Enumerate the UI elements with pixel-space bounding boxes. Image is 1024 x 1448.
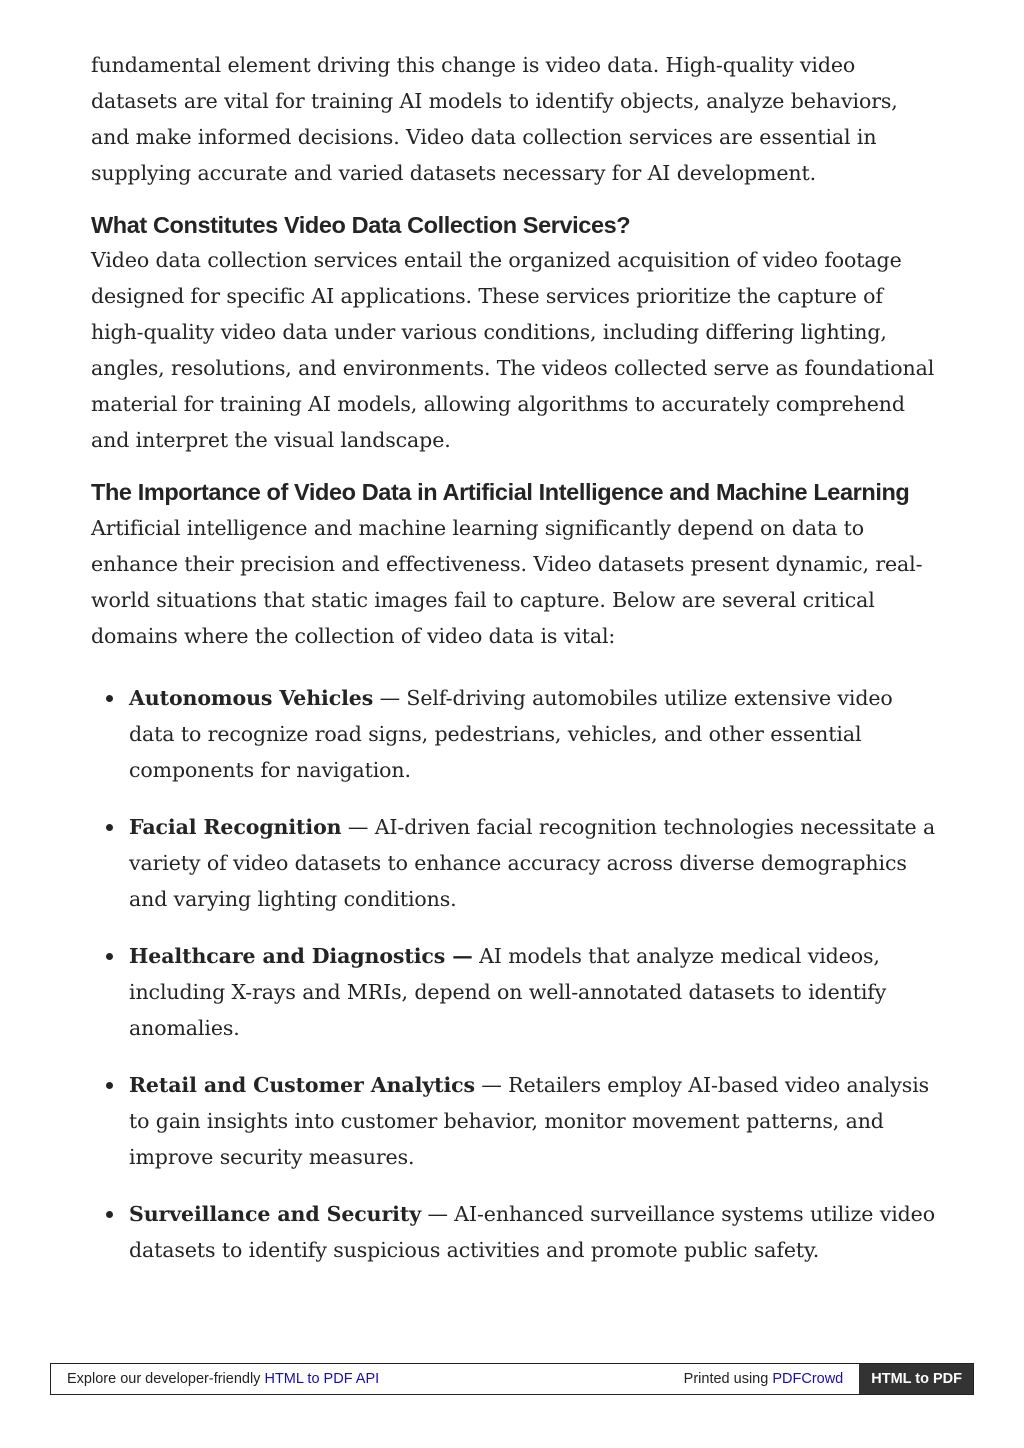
- list-item: [91, 938, 936, 1046]
- list-item: [91, 1196, 936, 1268]
- html-to-pdf-button[interactable]: HTML to PDF: [859, 1364, 973, 1394]
- list-item-text: — AI-enhanced surveillance systems utilize video datasets to identify suspicious activities and promote public safety.: [129, 1202, 935, 1262]
- pdfcrowd-link[interactable]: PDFCrowd: [772, 1371, 844, 1387]
- domains-list: [91, 680, 936, 1268]
- list-item: [91, 809, 936, 917]
- section-heading-importance: The Importance of Video Data in Artificial Intelligence and Machine Learning: [91, 479, 910, 505]
- footer-explore: [51, 1371, 684, 1387]
- list-item-term: Healthcare and Diagnostics —: [129, 944, 473, 968]
- section-heading-video-data-collection: What Constitutes Video Data Collection Services?: [91, 212, 631, 238]
- list-item-text: AI models that analyze medical videos, including X-rays and MRIs, depend on well-annotated datasets to identify anomalies.: [129, 944, 887, 1040]
- list-item-term: Surveillance and Security: [129, 1202, 422, 1226]
- list-item: [91, 1067, 936, 1175]
- html-to-pdf-api-link[interactable]: HTML to PDF API: [264, 1371, 380, 1387]
- list-item-term: Retail and Customer Analytics: [129, 1073, 475, 1097]
- article-body: [91, 47, 936, 1289]
- section-paragraph-importance: Artificial intelligence and machine learning significantly depend on data to enhance their precision and effectiveness. Video datasets present dynamic, real-world situations that static images fail to capture. Below are several critical domains where the collection of video data is vital:: [91, 516, 923, 648]
- list-item-text: — Retailers employ AI-based video analysis to gain insights into customer behavior, monitor movement patterns, and improve security measures.: [129, 1073, 930, 1169]
- footer-explore-text: Explore our developer-friendly: [67, 1371, 265, 1387]
- list-item-term: Facial Recognition: [129, 815, 342, 839]
- bullet-icon: [106, 1211, 113, 1218]
- list-item-term: Autonomous Vehicles: [129, 686, 374, 710]
- intro-paragraph: fundamental element driving this change is video data. High-quality video datasets are vital for training AI models to identify objects, analyze behaviors, and make informed decisions. Video data collection services are essential in supplying accurate and varied datasets necessary for AI development.: [91, 53, 898, 185]
- footer-printed-text: Printed using: [683, 1371, 773, 1387]
- section-paragraph-video-data-collection: Video data collection services entail the organized acquisition of video footage designed for specific AI applications. These services prioritize the capture of high-quality video data under various conditions, including differing lighting, angles, resolutions, and environments. The videos collected serve as foundational material for training AI models, allowing algorithms to accurately comprehend and interpret the visual landscape.: [91, 248, 935, 452]
- list-item-text: — Self-driving automobiles utilize extensive video data to recognize road signs, pedestrians, vehicles, and other essential components for navigation.: [129, 686, 893, 782]
- pdfcrowd-footer-bar: [50, 1363, 974, 1395]
- bullet-icon: [106, 1082, 113, 1089]
- footer-printed: [684, 1371, 860, 1387]
- list-item: [91, 680, 936, 788]
- bullet-icon: [106, 695, 113, 702]
- bullet-icon: [106, 953, 113, 960]
- list-item-text: — AI-driven facial recognition technologies necessitate a variety of video datasets to enhance accuracy across diverse demographics and varying lighting conditions.: [129, 815, 936, 911]
- bullet-icon: [106, 824, 113, 831]
